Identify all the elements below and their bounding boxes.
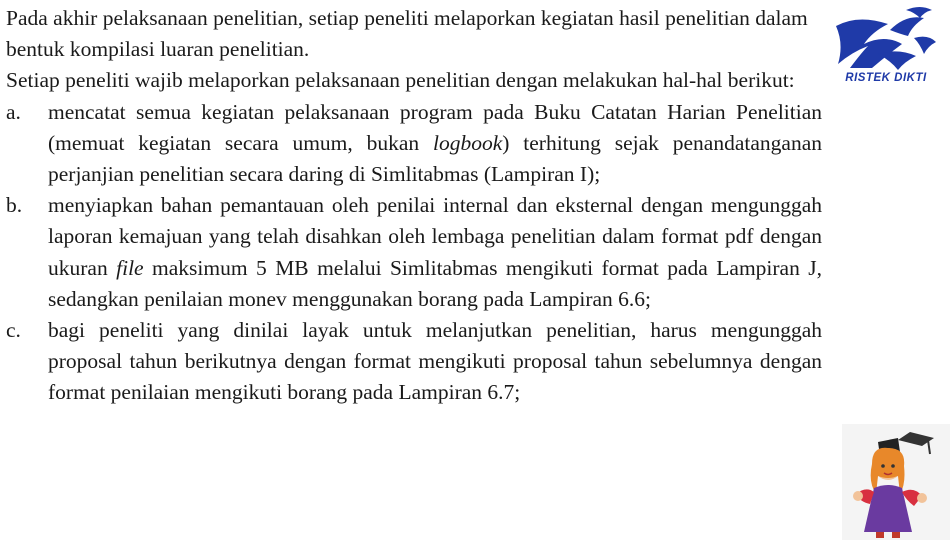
list-item-text: menyiapkan bahan pemantauan oleh penilai internal dan eksternal dengan mengunggah laporan kemajuan yang telah disahkan oleh lembaga penelitian dalam format pdf dengan ukuran — [48, 193, 822, 280]
requirements-list — [6, 97, 822, 409]
intro-paragraph-1: Pada akhir pelaksanaan penelitian, setiap peneliti melaporkan kegiatan hasil penelitian dalam bentuk kompilasi luaran penelitian. — [6, 6, 808, 62]
list-marker: a. — [6, 99, 21, 124]
graduate-girl-mascot-icon — [842, 424, 950, 540]
list-marker: b. — [6, 193, 23, 218]
document-body — [6, 3, 822, 409]
list-item-text: maksimum 5 MB melalui Simlitabmas mengikuti format pada Lampiran J, sedangkan penilaian monev menggunakan borang pada Lampiran 6.6; — [48, 255, 823, 311]
logo-text: RISTEK DIKTI — [845, 72, 927, 84]
intro-paragraph-2: Setiap peneliti wajib melaporkan pelaksanaan penelitian dengan melakukan hal-hal berikut: — [6, 68, 795, 93]
list-item-text: ) terhitung sejak penandatanganan perjanjian penelitian secara daring di Simlitabmas (Lampiran I); — [48, 130, 822, 187]
list-marker: c. — [6, 318, 21, 343]
list-item-text: bagi peneliti yang dinilai layak untuk melanjutkan penelitian, harus mengunggah proposal tahun berikutnya dengan format mengikuti proposal tahun sebelumnya dengan format penilaian mengikuti borang pada Lampiran 6.7; — [48, 318, 822, 405]
list-item-text: mencatat semua kegiatan pelaksanaan program pada Buku Catatan Harian Penelitian (memuat kegiatan secara umum, bukan — [48, 99, 822, 155]
list-item — [6, 315, 822, 409]
list-item-italic: file — [116, 255, 144, 280]
list-item — [6, 97, 822, 191]
list-item — [6, 190, 822, 315]
list-item-italic: logbook — [433, 130, 503, 155]
